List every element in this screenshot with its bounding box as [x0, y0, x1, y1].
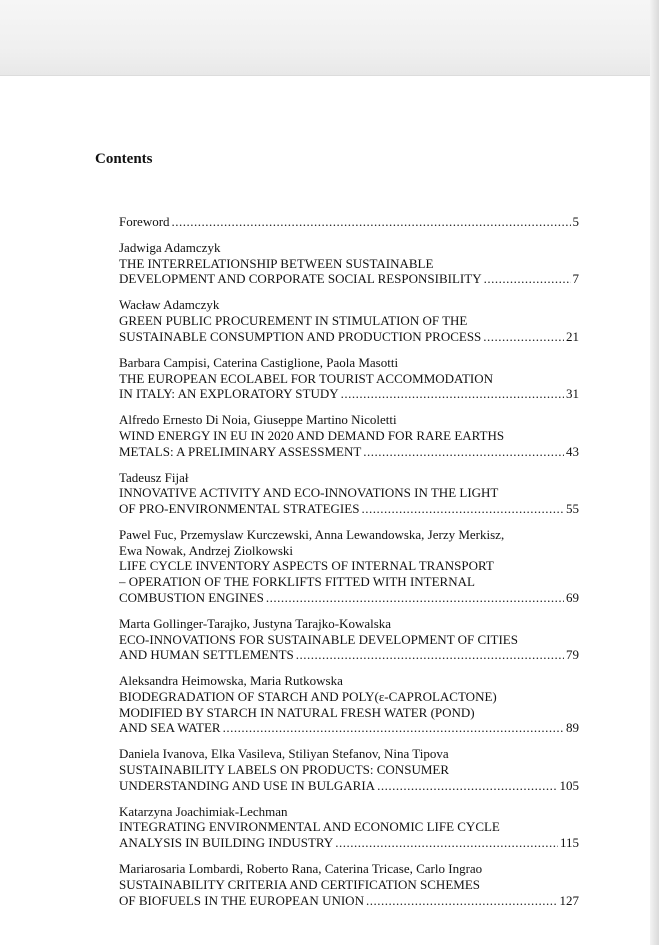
page-number: 31: [566, 386, 579, 402]
toc-entry[interactable]: [119, 214, 579, 230]
toc-title-line: AND HUMAN SETTLEMENTS ..... 79: [119, 647, 579, 663]
toc-entry[interactable]: [119, 673, 579, 736]
toc-entry[interactable]: [119, 297, 579, 344]
toc-title-line: COMBUSTION ENGINES ..... 69: [119, 590, 579, 606]
toc-title-line: MODIFIED BY STARCH IN NATURAL FRESH WATER (POND): [119, 704, 475, 720]
toc-title-line: OF BIOFUELS IN THE EUROPEAN UNION ..... 127: [119, 893, 579, 909]
dot-leader: [377, 778, 557, 794]
page-number: 105: [559, 777, 579, 793]
page-number: 21: [566, 328, 579, 344]
toc-entry[interactable]: [119, 412, 579, 459]
toc-title-line: BIODEGRADATION OF STARCH AND POLY(ε-CAPROLACTONE): [119, 688, 497, 704]
toc-authors: Ewa Nowak, Andrzej Ziolkowski: [119, 542, 294, 558]
toc-title-line: – OPERATION OF THE FORKLIFTS FITTED WITH INTERNAL: [119, 574, 475, 590]
toc-entry[interactable]: [119, 616, 579, 663]
toc-authors: Barbara Campisi, Caterina Castiglione, Paola Masotti: [119, 354, 399, 370]
toc-authors: Wacław Adamczyk: [119, 297, 220, 313]
toc-title-line: DEVELOPMENT AND CORPORATE SOCIAL RESPONSIBILITY ..... 7: [119, 271, 579, 287]
page-number: 127: [559, 892, 579, 908]
dot-leader: [363, 444, 564, 460]
toc-title-line: SUSTAINABLE CONSUMPTION AND PRODUCTION PROCESS ..... 21: [119, 329, 579, 345]
page-number: 69: [566, 589, 579, 605]
toc-authors: Pawel Fuc, Przemyslaw Kurczewski, Anna Lewandowska, Jerzy Merkisz,: [119, 527, 505, 543]
dot-leader: [361, 501, 564, 517]
toc-title-line: GREEN PUBLIC PROCUREMENT IN STIMULATION OF THE: [119, 313, 468, 329]
toc-title-line: METALS: A PRELIMINARY ASSESSMENT ..... 43: [119, 444, 579, 460]
toc-title-line: INTEGRATING ENVIRONMENTAL AND ECONOMIC LIFE CYCLE: [119, 819, 500, 835]
toc-entry[interactable]: [119, 240, 579, 287]
toc-title-line: AND SEA WATER ..... 89: [119, 720, 579, 736]
table-of-contents: [119, 214, 579, 919]
dot-leader: [266, 590, 564, 606]
page-number: 89: [566, 720, 579, 736]
page-number: 79: [566, 647, 579, 663]
dot-leader: [335, 835, 558, 851]
toc-authors: Marta Gollinger-Tarajko, Justyna Tarajko-Kowalska: [119, 615, 392, 631]
toc-title-line: IN ITALY: AN EXPLORATORY STUDY ..... 31: [119, 386, 579, 402]
toc-title-line: SUSTAINABILITY LABELS ON PRODUCTS: CONSUMER: [119, 762, 450, 778]
page-number: 43: [566, 443, 579, 459]
toc-entry[interactable]: [119, 355, 579, 402]
dot-leader: [223, 720, 564, 736]
toc-entry[interactable]: [119, 527, 579, 606]
dot-leader: [484, 271, 571, 287]
dot-leader: [483, 329, 564, 345]
dot-leader: [172, 214, 571, 230]
toc-authors: Tadeusz Fijał: [119, 469, 189, 485]
toc-title-line: THE EUROPEAN ECOLABEL FOR TOURIST ACCOMMODATION: [119, 370, 494, 386]
page-number: 7: [572, 271, 579, 287]
toc-entry[interactable]: [119, 746, 579, 793]
toc-title-line: ANALYSIS IN BUILDING INDUSTRY ..... 115: [119, 835, 579, 851]
page-number: 55: [566, 501, 579, 517]
toc-authors: Jadwiga Adamczyk: [119, 240, 221, 255]
toc-title-line: WIND ENERGY IN EU IN 2020 AND DEMAND FOR RARE EARTHS: [119, 427, 505, 443]
toc-authors: Mariarosaria Lombardi, Roberto Rana, Caterina Tricase, Carlo Ingrao: [119, 861, 483, 877]
toc-authors: Daniela Ivanova, Elka Vasileva, Stiliyan Stefanov, Nina Tipova: [119, 746, 449, 762]
toc-title-line: SUSTAINABILITY CRITERIA AND CERTIFICATION SCHEMES: [119, 876, 480, 892]
toc-title-line: LIFE CYCLE INVENTORY ASPECTS OF INTERNAL TRANSPORT: [119, 558, 494, 574]
page-top-shadow: [0, 0, 650, 76]
toc-title-line: THE INTERRELATIONSHIP BETWEEN SUSTAINABLE: [119, 255, 434, 271]
page-number: 5: [572, 214, 579, 229]
toc-title-line: ECO-INNOVATIONS FOR SUSTAINABLE DEVELOPMENT OF CITIES: [119, 631, 518, 647]
toc-authors: Alfredo Ernesto Di Noia, Giuseppe Martino Nicoletti: [119, 412, 397, 428]
toc-title-line: Foreword ..... 5: [119, 214, 579, 230]
toc-entry[interactable]: [119, 804, 579, 851]
toc-title-line: INNOVATIVE ACTIVITY AND ECO-INNOVATIONS IN THE LIGHT: [119, 485, 499, 501]
page-title: Contents: [95, 151, 153, 167]
toc-entry[interactable]: [119, 861, 579, 908]
toc-authors: Katarzyna Joachimiak-Lechman: [119, 803, 288, 819]
toc-authors: Aleksandra Heimowska, Maria Rutkowska: [119, 673, 343, 689]
toc-title-line: UNDERSTANDING AND USE IN BULGARIA ..... 105: [119, 778, 579, 794]
toc-title-line: OF PRO-ENVIRONMENTAL STRATEGIES ..... 55: [119, 501, 579, 517]
page-number: 115: [559, 835, 579, 851]
dot-leader: [341, 386, 564, 402]
page-right-edge: [650, 0, 659, 945]
dot-leader: [366, 893, 558, 909]
toc-entry[interactable]: [119, 470, 579, 517]
dot-leader: [296, 647, 564, 663]
